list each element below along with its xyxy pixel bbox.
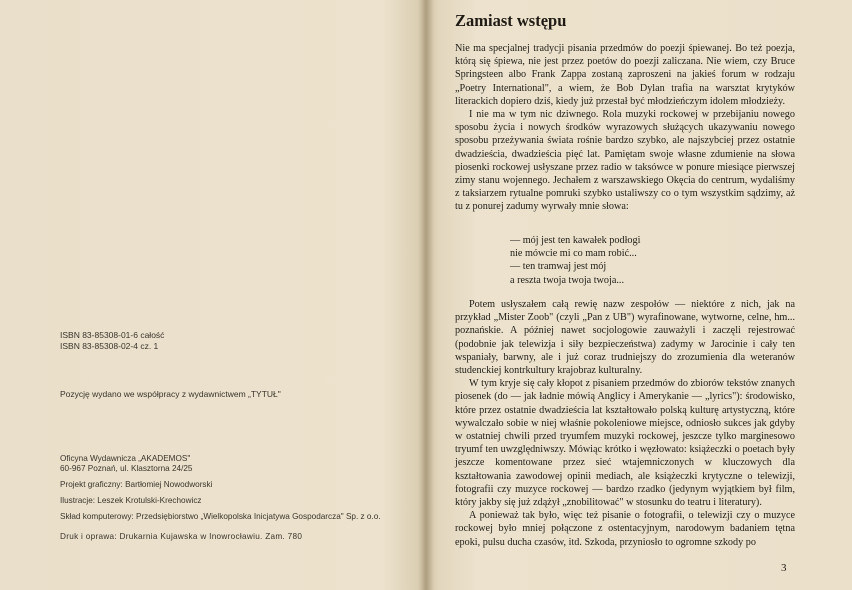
isbn-line: ISBN 83-85308-02-4 cz. 1 — [60, 341, 159, 351]
publisher-address: 60-967 Poznań, ul. Klasztorna 24/25 — [60, 464, 193, 473]
body-text-top — [455, 42, 795, 214]
paragraph: I nie ma w tym nic dziwnego. Rola muzyki rockowej w przebijaniu nowego sposobu życia i nowych środków wyrazowych służących ukazywaniu nowego sposobu przeżywania świata rośnie bardzo szybko, ale najszybciej przez ostatnie dwadzieścia, dwadzieścia pięć lat. Pamiętam swoje własne zdumienie na słowa piosenki rockowej usłyszane przez radio w taksówce w ponure miesiące pierwszej zimy stanu wojennego. Jechałem z warszawskiego Okęcia do centrum, wydaliśmy z taksiarzem rytualne pomruki szybko ustaliwszy co o tym wszystkim sądzimy, aż tu z ponurej zadumy wyrwały mnie słowa: — [455, 109, 795, 213]
illustrations-credit: Ilustracje: Leszek Krotulski-Krechowicz — [60, 496, 202, 505]
isbn-block — [60, 330, 164, 352]
graphic-design-credit: Projekt graficzny: Bartłomiej Nowodworski — [60, 480, 213, 489]
lyric-line: — ten tramwaj jest mój — [510, 261, 607, 273]
chapter-title: Zamiast wstępu — [455, 11, 567, 30]
paragraph: Nie ma specjalnej tradycji pisania przedmów do poezji śpiewanej. Bo też poezja, którą się śpiewa, nie jest przez poetów do poezji zaliczana. Nie wiem, czy Bruce Springsteen albo Frank Zappa zostaną zaproszeni na jakieś forum w rodzaju „Poetry International", a wiem, że Bob Dylan trafia na warsztat krytyków literackich dopiero dziś, kiedy już przestał być młodzieńczym idolem młodzieży. — [455, 43, 795, 107]
cooperation-note: Pozycję wydano we współpracy z wydawnictwem „TYTUŁ" — [60, 389, 281, 399]
page-number: 3 — [781, 562, 787, 574]
paragraph: A ponieważ tak było, więc też pisanie o fotografii, o telewizji czy o muzyce rockowej było mniej połączone z ostentacyjnym, narodowym badaniem tętna epoki, pulsu ducha czasów, itd. Szkoda, przyniosło to ogromne szkody po — [455, 510, 795, 548]
isbn-line: ISBN 83-85308-01-6 całość — [60, 330, 165, 340]
lyric-line: nie mówcie mi co mam robić... — [510, 248, 637, 260]
publisher-credits — [60, 454, 381, 542]
typesetting-credit: Skład komputerowy: Przedsiębiorstwo „Wielkopolska Inicjatywa Gospodarcza" Sp. z o.o. — [60, 512, 381, 521]
paragraph: W tym kryje się cały kłopot z pisaniem przedmów do zbiorów tekstów znanych piosenek (do — jak ładnie mówią Anglicy i Amerykanie — „lyrics"): środowisko, które przez ostatnie dwadzieścia lat kształtowało polską kulturę artystyczną, które wywalczało sobie w niej właśnie pokoleniowe miejsce, odniosło sukces jak gdyby w ostatniej chwili przed tryumfem muzyki rockowej, jeszcze tylko marginesowo tryumf ten uwzględniwszy. Mówiąc krótko i węzłowato: książeczki o poetach były jeszcze komentowane przez sieć wtajemniczonych w kluczowych dla kształtowania zawodowej opinii mediach, ale książeczki krytyczne o telewizji, fotografii czy muzyce rockowej — bardzo rzadko (jedynym wyjątkiem był film, który jakby się już zdążył „znobilitować" w stosunku do teatru i literatury). — [455, 378, 795, 509]
book-gutter — [418, 0, 434, 590]
publisher-name: Oficyna Wydawnicza „AKADEMOS" — [60, 454, 191, 463]
paragraph: Potem usłyszałem całą rewię nazw zespołów — niektóre z nich, jak na przykład „Mister Zoob" (czyli „Pan z UB") wyrafinowane, wytworne, celne, hm... poznańskie. A później nawet socjologowie zauważyli i zaczęli rejestrować (podobnie jak telewizja i siły bezpieczeństwa) zadymy w Jarocinie i cały ten wspaniały, barwny, ale i już coraz trudniejszy do zrozumienia dla weteranów studenckiej kontrkultury krajobraz kulturalny. — [455, 299, 795, 377]
quoted-lyrics — [510, 234, 640, 287]
lyric-line: a reszta twoja twoja twoja... — [510, 274, 625, 286]
body-text-bottom — [455, 298, 795, 549]
printing-credit: Druk i oprawa: Drukarnia Kujawska w Inowrocławiu. Zam. 780 — [60, 532, 303, 541]
left-page — [0, 0, 424, 590]
lyric-line: — mój jest ten kawałek podłogi — [510, 235, 641, 246]
